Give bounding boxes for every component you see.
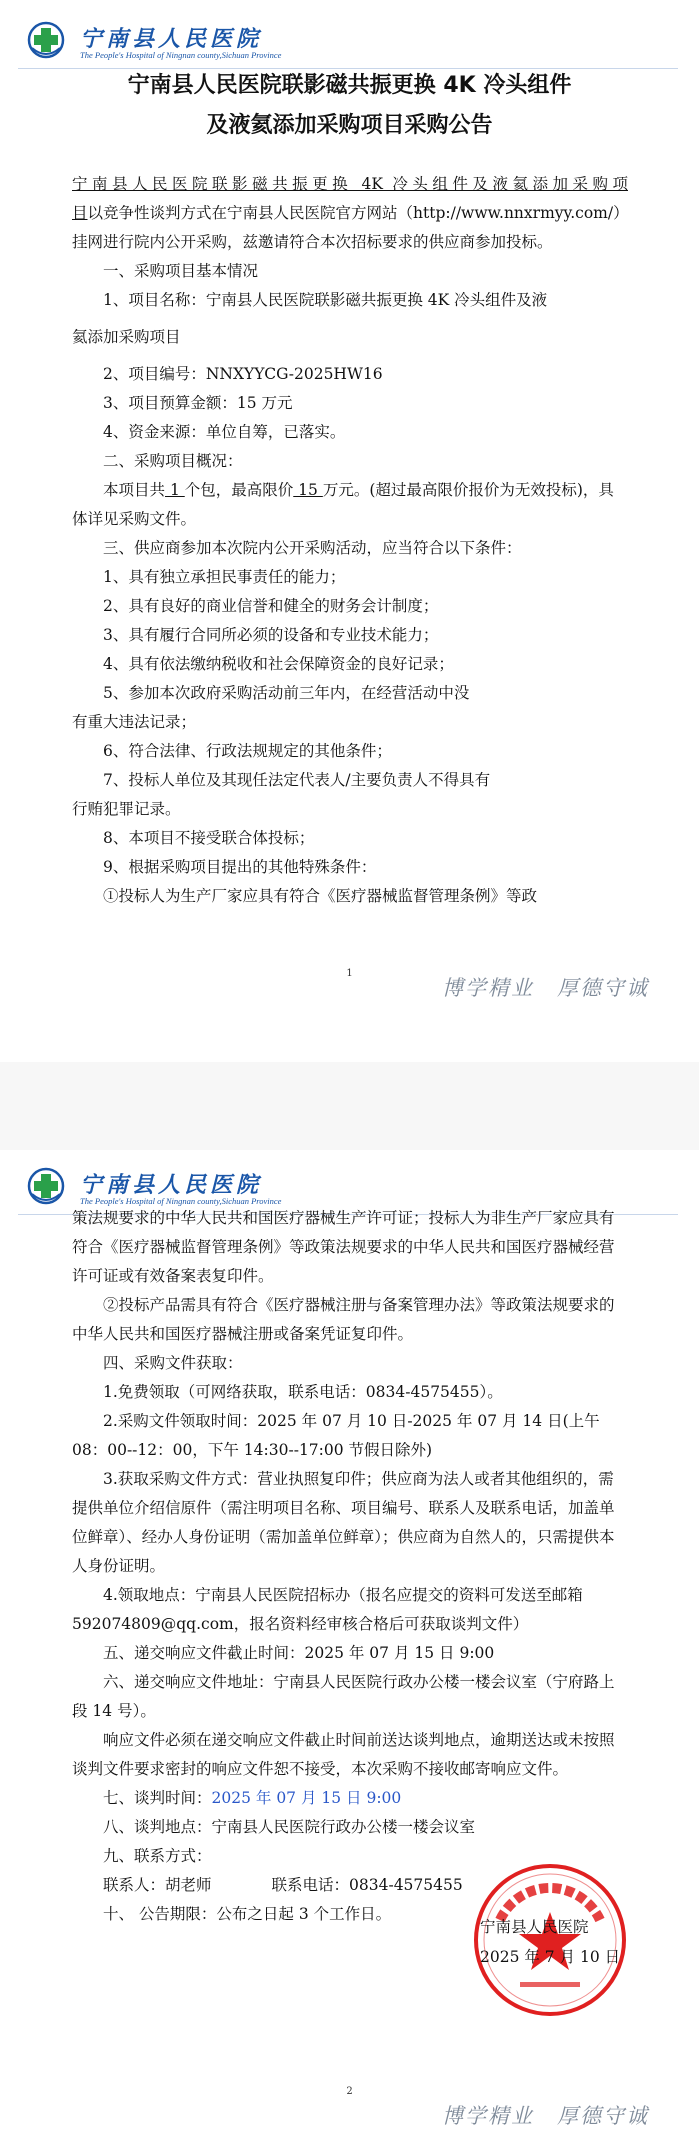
hospital-name: 宁南县人民医院 <box>80 1172 263 1198</box>
hospital-motto: 博学精业 厚德守诚 <box>442 2104 649 2128</box>
item-2: 2、项目编号：NNXYYCG-2025HW16 <box>103 365 383 383</box>
hospital-name: 宁南县人民医院 <box>80 26 263 52</box>
condition-7-b: 行贿犯罪记录。 <box>72 800 181 818</box>
obtain-4: 4.领取地点：宁南县人民医院招标办（报名应提交的资料可发送至邮箱 592074809@qq.com，报名资料经审核合格后可获取谈判文件） <box>72 1586 583 1633</box>
section-8: 八、谈判地点：宁南县人民医院行政办公楼一楼会议室 <box>103 1818 476 1836</box>
page2-body <box>72 1204 628 1929</box>
hospital-logo-icon <box>26 1166 66 1206</box>
condition-3: 3、具有履行合同所必须的设备和专业技术能力； <box>103 626 439 644</box>
max-price: 15 <box>293 481 323 499</box>
condition-9: 9、根据采购项目提出的其他特殊条件： <box>103 858 377 876</box>
section-1-heading: 一、采购项目基本情况 <box>103 262 259 280</box>
sign-date: 2025 年 7 月 10 日 <box>480 1948 621 1966</box>
intro-method: 以竞争性谈判方式在宁南县人民医院官方网站 <box>87 204 398 222</box>
page1-body <box>72 170 628 911</box>
intro-underlined-a: 宁南县人民医院联影磁共振更换 4K 冷头组件及液氦添加采购项 <box>72 175 628 193</box>
contact-person: 联系人：胡老师 <box>103 1876 212 1894</box>
item-1-line-b: 氦添加采购项目 <box>72 328 181 346</box>
condition-7-a: 7、投标人单位及其现任法定代表人/主要负责人不得具有 <box>103 771 491 789</box>
page-header <box>18 16 698 66</box>
intro-paragraph <box>72 170 628 257</box>
condition-8: 8、本项目不接受联合体投标； <box>103 829 315 847</box>
section-6-note: 响应文件必须在递交响应文件截止时间前送达谈判地点，逾期送达或未按照谈判文件要求密封的响应文件恕不接受，本次采购不接收邮寄响应文件。 <box>72 1731 615 1778</box>
hospital-name-en: The People's Hospital of Ningnan county,Sichuan Province <box>80 1196 282 1206</box>
document-title-line1: 宁南县人民医院联影磁共振更换 4K 冷头组件 <box>127 73 572 98</box>
section-10: 十、 公告期限：公布之日起 3 个工作日。 <box>103 1905 392 1923</box>
condition-1: 1、具有独立承担民事责任的能力； <box>103 568 346 586</box>
document-title-line2: 及液氦添加采购项目采购公告 <box>206 113 493 138</box>
obtain-1: 1.免费领取（可网络获取，联系电话：0834-4575455）。 <box>103 1383 503 1401</box>
item-3: 3、项目预算金额：15 万元 <box>103 394 293 412</box>
condition-9-2: ②投标产品需具有符合《医疗器械注册与备案管理办法》等政策法规要求的中华人民共和国医疗器械注册或备案凭证复印件。 <box>72 1296 615 1343</box>
condition-6: 6、符合法律、行政法规规定的其他条件； <box>103 742 392 760</box>
hospital-name-en: The People's Hospital of Ningnan county,Sichuan Province <box>80 50 282 60</box>
section-7 <box>72 1784 628 1813</box>
package-text: 本项目共 <box>103 481 166 499</box>
item-1-line-a: 1、项目名称：宁南县人民医院联影磁共振更换 4K 冷头组件及液 <box>103 291 548 309</box>
page-number: 2 <box>346 2086 353 2097</box>
section-4-heading: 四、采购文件获取： <box>103 1354 243 1372</box>
condition-9-1: ①投标人为生产厂家应具有符合《医疗器械监督管理条例》等政 <box>103 887 538 905</box>
item-4: 4、资金来源：单位自筹，已落实。 <box>103 423 346 441</box>
document-page-2 <box>0 1150 699 2145</box>
condition-2: 2、具有良好的商业信誉和健全的财务会计制度； <box>103 597 439 615</box>
price-note: 万元。(超过最高限价报价为无效投标)，具体详见采购文件。 <box>72 481 614 528</box>
price-text: 个包，最高限价 <box>184 481 294 499</box>
negotiation-time-label: 七、谈判时间： <box>103 1789 212 1807</box>
hospital-logo-icon <box>26 20 66 60</box>
condition-5-a: 5、参加本次政府采购活动前三年内，在经营活动中没 <box>103 684 470 702</box>
obtain-2: 2.采购文件领取时间：2025 年 07 月 10 日-2025 年 07 月 14 日(上午 08：00--12：00，下午 14:30--17:00 节假日除外) <box>72 1412 600 1459</box>
signature-block <box>480 1912 660 1972</box>
signer-name: 宁南县人民医院 <box>480 1918 589 1936</box>
obtain-3: 3.获取采购文件方式：营业执照复印件；供应商为法人或者其他组织的，需提供单位介绍信原件（需注明项目名称、项目编号、联系人及联系电话，加盖单位鲜章）、经办人身份证明（需加盖单位鲜章）；供应商为自然人的，只需提供本人身份证明。 <box>72 1470 615 1575</box>
contact-phone: 联系电话：0834-4575455 <box>271 1876 463 1894</box>
negotiation-time-value: 2025 年 07 月 15 日 9:00 <box>211 1789 402 1807</box>
condition-4: 4、具有依法缴纳税收和社会保障资金的良好记录； <box>103 655 454 673</box>
intro-website: （http://www.nnxrmyy.com/）挂网进行院内公开采购，兹邀请符合本次招标要求的供应商参加投标。 <box>72 204 621 251</box>
page-gap <box>0 1062 699 1150</box>
section-3-heading: 三、供应商参加本次院内公开采购活动，应当符合以下条件： <box>103 539 522 557</box>
section-2-heading: 二、采购项目概况： <box>103 452 243 470</box>
page-number: 1 <box>346 968 353 979</box>
section-9: 九、联系方式： <box>103 1847 212 1865</box>
intro-underlined-b: 目 <box>72 204 88 222</box>
section-5: 五、递交响应文件截止时间：2025 年 07 月 15 日 9:00 <box>103 1644 495 1662</box>
section-2-paragraph <box>72 476 628 534</box>
section-6: 六、递交响应文件地址：宁南县人民医院行政办公楼一楼会议室（宁府路上段 14 号）。 <box>72 1673 615 1720</box>
condition-5-b: 有重大违法记录； <box>72 713 197 731</box>
package-count: 1 <box>165 481 185 499</box>
condition-9-1-continued: 策法规要求的中华人民共和国医疗器械生产许可证；投标人为非生产厂家应具有符合《医疗器械监督管理条例》等政策法规要求的中华人民共和国医疗器械经营许可证或有效备案表复印件。 <box>72 1209 615 1285</box>
hospital-motto: 博学精业 厚德守诚 <box>442 976 649 1000</box>
document-page-1 <box>0 0 699 1062</box>
